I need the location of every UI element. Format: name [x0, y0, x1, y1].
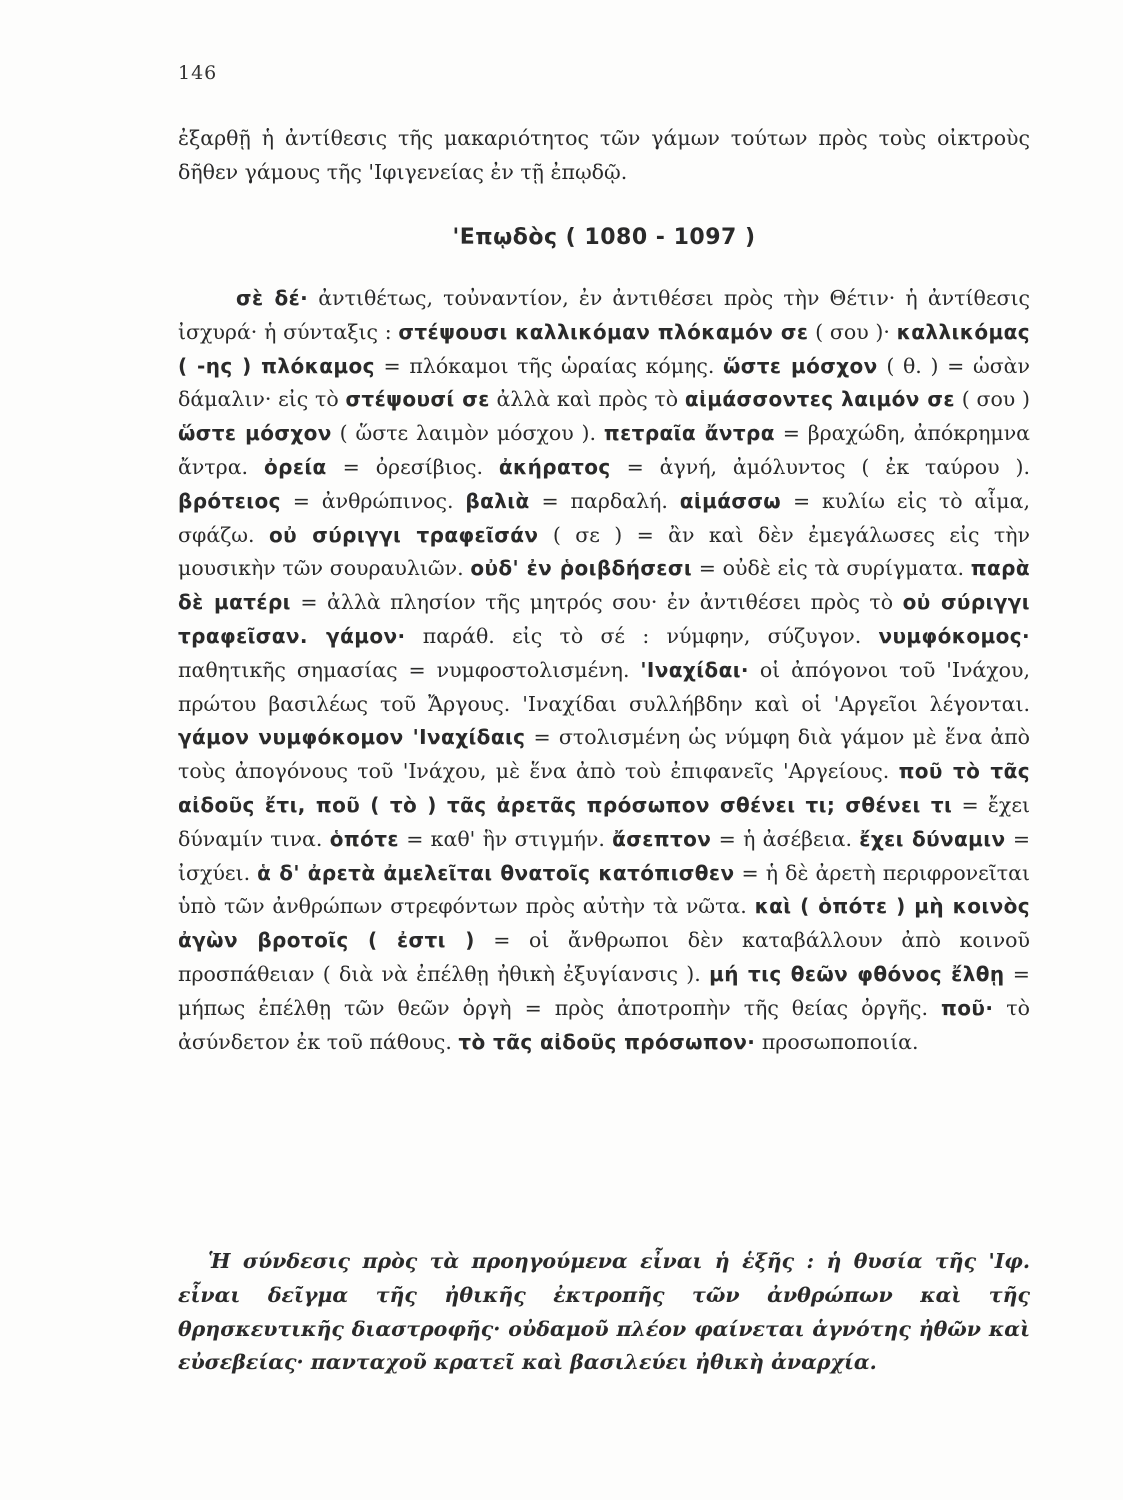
lemma-term: αἱμάσσοντες λαιμόν σε	[684, 387, 955, 412]
lemma-term: οὐ σύριγγι τραφεῖσάν	[268, 522, 539, 547]
intro-paragraph: ἐξαρθῇ ἡ ἀντίθεσις τῆς μακαριότητος τῶν γάμων τούτων πρὸς τοὺς οἰκτροὺς δῆθεν γάμους τῆς 'Ιφιγενείας ἐν τῇ ἐπῳδῷ.	[178, 126, 1030, 184]
gloss-text: = ὀρεσίβιος.	[326, 454, 499, 479]
lemma-term: ἀκήρατος	[498, 454, 611, 479]
gloss-text: παράθ. εἰς τὸ σέ : νύμφην, σύζυγον.	[405, 623, 879, 648]
lemma-term: 'Ιναχίδαι·	[640, 657, 749, 682]
gloss-text: παθητικῆς σημασίας = νυμφοστολισμένη.	[178, 657, 641, 682]
gloss-text: = ἀλλὰ πλησίον τῆς μητρός σου· ἐν ἀντιθέσει πρὸς τὸ	[290, 590, 903, 615]
gloss-text: = μήπως ἐπέλθῃ τῶν θεῶν ὀργὴ = πρὸς ἀποτροπὴν τῆς θείας ὀργῆς.	[178, 961, 1030, 1020]
lemma-term: ἄσεπτον	[612, 826, 712, 851]
gloss-text: = ἡ ἀσέβεια.	[711, 826, 860, 851]
lemma-term: ἁ δ' ἀρετὰ ἀμελεῖται θνατοῖς κατόπισθεν	[257, 860, 735, 885]
lemma-term: νυμφόκομος·	[878, 623, 1030, 648]
gloss-text: = ἡ δὲ ἀρετὴ περιφρονεῖται ὑπὸ τῶν ἀνθρώπων στρεφόντων πρὸς αὐτὴν τὰ νῶτα.	[178, 860, 1030, 919]
lemma-term: καὶ ( ὁπότε ) μὴ κοινὸς ἀγὼν βροτοῖς ( ἐστι )	[178, 894, 1031, 953]
gloss-text: = οἱ ἄνθρωποι δὲν καταβάλλουν ἀπὸ κοινοῦ προσπάθειαν ( διὰ νὰ ἐπέλθῃ ἠθικὴ ἐξυγίανσις ).	[178, 928, 1030, 986]
gloss-text: = καθ' ἣν στιγμήν.	[398, 826, 613, 851]
lemma-term: σὲ δέ·	[236, 286, 309, 310]
gloss-text: ἀλλὰ καὶ πρὸς τὸ	[489, 387, 685, 412]
lemma-term: πετραῖα ἄντρα	[603, 421, 775, 446]
gloss-text: = βραχώδη, ἀπόκρημνα ἄντρα.	[178, 421, 1031, 479]
gloss-text: = στολισμένη ὡς νύμφη διὰ γάμον μὲ ἕνα ἀπὸ τοὺς ἀπογόνους τοῦ 'Ινάχου, μὲ ἕνα ἀπὸ τοὺ ἐπιφανεῖς 'Αργείους.	[178, 725, 1030, 784]
gloss-text: οἱ ἀπόγονοι τοῦ 'Ινάχου, πρώτου βασιλέως τοῦ Ἄργους. 'Ιναχίδαι συλλήβδην καὶ οἱ 'Αργεῖοι λέγονται.	[178, 657, 1030, 716]
page-number: 146	[178, 62, 218, 84]
gloss-text: = κυλίω εἰς τὸ αἷμα, σφάζω.	[178, 488, 1030, 547]
lemma-term: βαλιὰ	[465, 488, 530, 513]
gloss-text: = παρδαλή.	[529, 488, 680, 513]
lemma-term: καλλικόμας ( -ης ) πλόκαμος	[178, 319, 1030, 378]
gloss-text: = ἔχει δύναμίν τινα.	[178, 792, 1030, 851]
gloss-text: ( σου )	[954, 387, 1031, 412]
lemma-term: βρότειος	[178, 488, 281, 513]
lemma-term: οὐ σύριγγι τραφεῖσαν. γάμον·	[178, 590, 1030, 648]
gloss-text: τὸ ἀσύνδετον ἐκ τοῦ πάθους.	[178, 995, 1030, 1054]
section-heading: 'Επῳδὸς ( 1080 - 1097 )	[452, 225, 756, 250]
lemma-term: ὥστε μόσχον	[723, 353, 878, 378]
gloss-text: = ἀνθρώπινος.	[280, 488, 466, 513]
gloss-text: ἀντιθέτως, τοὐναντίον, ἐν ἀντιθέσει πρὸς τὴν Θέτιν· ἡ ἀντίθεσις ἰσχυρά· ἡ σύνταξις :	[178, 286, 1030, 344]
lemma-term: ἔχει δύναμιν	[859, 826, 1006, 851]
lemma-term: μή τις θεῶν φθόνος ἔλθῃ	[709, 961, 1005, 986]
lemma-term: γάμον νυμφόκομον 'Ιναχίδαις	[178, 725, 526, 750]
gloss-text: = οὐδὲ εἰς τὰ συρίγματα.	[692, 556, 971, 581]
gloss-text: ( ὥστε λαιμὸν μόσχου ).	[331, 421, 604, 446]
lemma-term: ὀρεία	[263, 454, 327, 479]
lemma-term: παρὰ δὲ ματέρι	[178, 556, 1030, 615]
gloss-text: = ἁγνή, ἀμόλυντος ( ἐκ ταύρου ).	[610, 454, 1030, 479]
lemma-term: τὸ τᾶς αἰδοῦς πρόσωπον·	[458, 1029, 756, 1054]
lemma-term: ποῦ·	[941, 995, 994, 1020]
lemma-term: ποῦ τὸ τᾶς αἰδοῦς ἔτι, ποῦ ( τὸ ) τᾶς ἀρετᾶς πρόσωπον σθένει τι; σθένει τι	[178, 759, 1030, 817]
gloss-text: προσωποποιία.	[755, 1029, 919, 1054]
gloss-text: = πλόκαμοι τῆς ὡραίας κόμης.	[374, 353, 723, 378]
gloss-text: ( σου )·	[808, 319, 897, 344]
gloss-text: ( σε ) = ἂν καὶ δὲν ἐμεγάλωσες εἰς τὴν μουσικὴν τῶν σουραυλιῶν.	[178, 522, 1030, 581]
gloss-text: ( θ. ) = ὡσὰν δάμαλιν· εἰς τὸ	[178, 353, 1030, 412]
gloss-text: = ἰσχύει.	[178, 826, 1030, 885]
lemma-term: στέψουσί σε	[345, 387, 490, 412]
lemma-term: στέψουσι καλλικόμαν πλόκαμόν σε	[398, 319, 809, 344]
lemma-term: ὥστε μόσχον	[178, 421, 332, 446]
lemma-term: αἱμάσσω	[679, 488, 782, 513]
lemma-term: οὐδ' ἐν ῥοιβδήσεσι	[470, 556, 693, 581]
lemma-term: ὁπότε	[329, 826, 399, 851]
commentary-paragraph	[178, 282, 1030, 1059]
conclusion-paragraph: Ἡ σύνδεσις πρὸς τὰ προηγούμενα εἶναι ἡ ἑξῆς : ἡ θυσία τῆς 'Ιφ. εἶναι δεῖγμα τῆς ἠθικῆς ἐκτροπῆς τῶν ἀνθρώπων καὶ τῆς θρησκευτικῆς διαστροφῆς· οὐδαμοῦ πλέον φαίνεται ἁγνότης ἠθῶν καὶ εὐσεβείας· πανταχοῦ κρατεῖ καὶ βασιλεύει ἠθικὴ ἀναρχία.	[178, 1249, 1030, 1375]
